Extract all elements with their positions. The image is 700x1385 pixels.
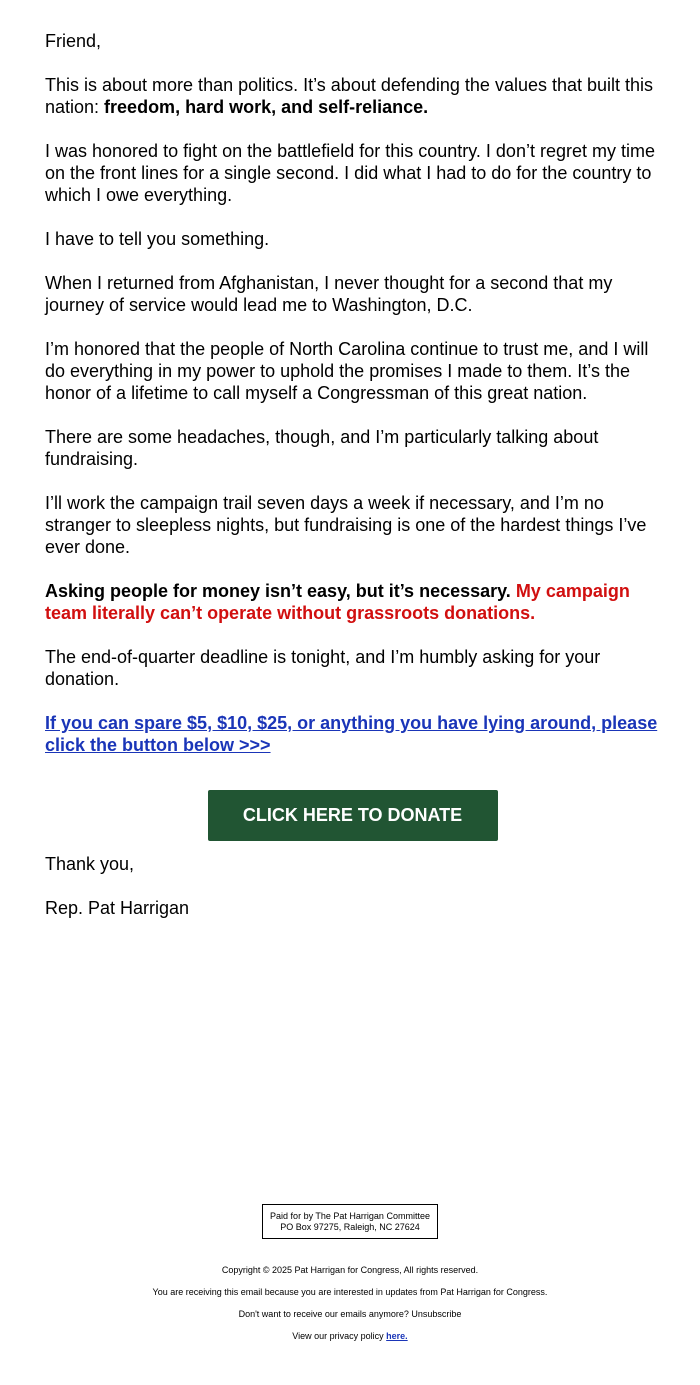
copyright-text: Copyright © 2025 Pat Harrigan for Congress, All rights reserved. bbox=[221, 1265, 479, 1275]
paragraph-asking bbox=[45, 580, 660, 624]
donate-button-container bbox=[45, 790, 660, 841]
paragraph-deadline: The end-of-quarter deadline is tonight, and I’m humbly asking for your donation. bbox=[45, 647, 601, 689]
privacy-policy-line bbox=[0, 1331, 700, 1342]
privacy-policy-link[interactable]: here. bbox=[386, 1331, 408, 1341]
paragraph-afghanistan: When I returned from Afghanistan, I never thought for a second that my journey of service would lead me to Washington, D.C. bbox=[45, 273, 613, 315]
paid-for-disclaimer bbox=[262, 1204, 438, 1239]
asking-red: My campaign team literally can’t operate without grassroots donations. bbox=[45, 581, 630, 623]
paragraph-battlefield: I was honored to fight on the battlefield for this country. I don’t regret my time on the front lines for a single second. I did what I had to do for the country to which I owe everything. bbox=[45, 141, 655, 205]
paragraph-values bbox=[45, 74, 660, 118]
donate-button[interactable]: CLICK HERE TO DONATE bbox=[208, 790, 498, 841]
email-body bbox=[45, 30, 660, 941]
signature: Rep. Pat Harrigan bbox=[45, 898, 190, 918]
values-text: This is about more than politics. It’s about defending the values that built this nation: bbox=[45, 75, 654, 117]
paragraph-headaches: There are some headaches, though, and I’m particularly talking about fundraising. bbox=[45, 427, 599, 469]
asking-bold: Asking people for money isn’t easy, but it’s necessary. bbox=[45, 581, 516, 601]
paid-for-line-1: Paid for by The Pat Harrigan Committee bbox=[270, 1211, 430, 1221]
privacy-text: View our privacy policy bbox=[292, 1331, 387, 1341]
unsubscribe-text[interactable]: Don't want to receive our emails anymore? Unsubscribe bbox=[238, 1309, 462, 1319]
paragraph-campaign-trail: I’ll work the campaign trail seven days a week if necessary, and I’m no stranger to sleepless nights, but fundraising is one of the hardest things I’ve ever done. bbox=[45, 493, 647, 557]
paragraph-tell-you: I have to tell you something. bbox=[45, 229, 270, 249]
paragraph-ask-link bbox=[45, 712, 660, 756]
paid-for-line-2: PO Box 97275, Raleigh, NC 27624 bbox=[280, 1222, 420, 1232]
signoff: Thank you, bbox=[45, 854, 135, 874]
receiving-reason-text: You are receiving this email because you are interested in updates from Pat Harrigan for Congress. bbox=[152, 1287, 548, 1297]
paragraph-north-carolina: I’m honored that the people of North Carolina continue to trust me, and I will do everything in my power to uphold the promises I made to them. It’s the honor of a lifetime to call myself a Congressman of this great nation. bbox=[45, 339, 649, 403]
values-bold: freedom, hard work, and self-reliance. bbox=[104, 97, 429, 117]
greeting: Friend, bbox=[45, 31, 102, 51]
donation-ask-link[interactable]: If you can spare $5, $10, $25, or anything you have lying around, please click the button below >>> bbox=[45, 713, 658, 755]
email-footer bbox=[0, 1204, 700, 1342]
